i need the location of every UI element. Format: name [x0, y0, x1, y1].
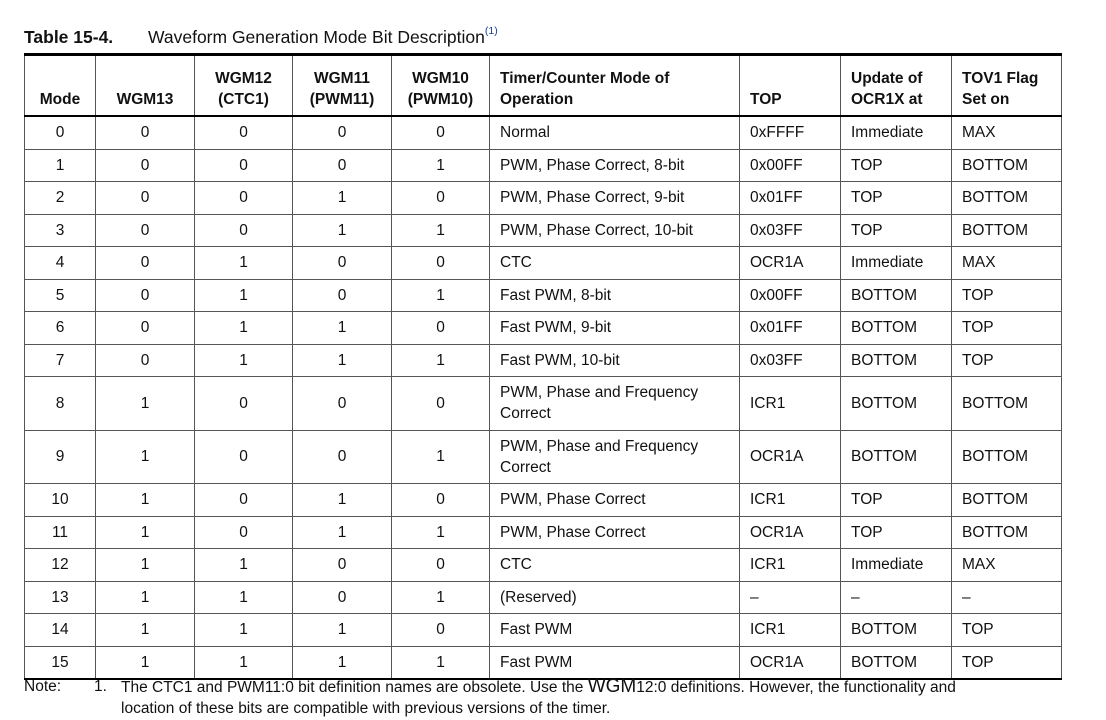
table-row — [25, 549, 1062, 582]
cell-wgm12: 1 — [195, 646, 293, 679]
cell-mode: 1 — [25, 149, 96, 182]
cell-top: 0x03FF — [740, 344, 841, 377]
cell-wgm11: 1 — [293, 182, 392, 215]
table-row — [25, 116, 1062, 149]
cell-wgm10: 0 — [392, 549, 490, 582]
cell-mode: 14 — [25, 614, 96, 647]
cell-mode: 6 — [25, 312, 96, 345]
cell-wgm12: 0 — [195, 484, 293, 517]
cell-wgm10: 1 — [392, 516, 490, 549]
cell-wgm13: 0 — [96, 149, 195, 182]
cell-operation: PWM, Phase and Frequency Correct — [490, 377, 740, 431]
cell-operation: PWM, Phase Correct, 10-bit — [490, 214, 740, 247]
cell-update: – — [841, 581, 952, 614]
cell-operation: CTC — [490, 247, 740, 280]
cell-wgm13: 1 — [96, 646, 195, 679]
cell-wgm13: 1 — [96, 430, 195, 484]
cell-operation: Fast PWM, 9-bit — [490, 312, 740, 345]
cell-wgm10: 1 — [392, 344, 490, 377]
cell-tov1: BOTTOM — [952, 182, 1062, 215]
header-operation: Timer/Counter Mode of Operation — [490, 55, 740, 117]
cell-wgm11: 0 — [293, 377, 392, 431]
cell-wgm13: 0 — [96, 279, 195, 312]
cell-wgm10: 0 — [392, 614, 490, 647]
cell-wgm13: 0 — [96, 214, 195, 247]
cell-wgm11: 0 — [293, 430, 392, 484]
cell-wgm12: 1 — [195, 247, 293, 280]
cell-mode: 8 — [25, 377, 96, 431]
cell-wgm10: 1 — [392, 581, 490, 614]
cell-top: ICR1 — [740, 377, 841, 431]
cell-wgm10: 1 — [392, 279, 490, 312]
cell-update: TOP — [841, 149, 952, 182]
cell-top: ICR1 — [740, 549, 841, 582]
cell-tov1: BOTTOM — [952, 484, 1062, 517]
cell-wgm12: 0 — [195, 116, 293, 149]
cell-mode: 11 — [25, 516, 96, 549]
cell-wgm12: 1 — [195, 279, 293, 312]
cell-update: TOP — [841, 214, 952, 247]
header-wgm13: WGM13 — [96, 55, 195, 117]
cell-operation: Fast PWM — [490, 614, 740, 647]
cell-wgm13: 0 — [96, 312, 195, 345]
cell-mode: 3 — [25, 214, 96, 247]
cell-top: 0x03FF — [740, 214, 841, 247]
cell-wgm11: 0 — [293, 247, 392, 280]
cell-update: Immediate — [841, 549, 952, 582]
cell-wgm10: 0 — [392, 484, 490, 517]
table-title: Waveform Generation Mode Bit Description — [148, 27, 485, 47]
table-row — [25, 581, 1062, 614]
cell-update: Immediate — [841, 116, 952, 149]
cell-wgm10: 0 — [392, 312, 490, 345]
header-update: Update of OCR1X at — [841, 55, 952, 117]
cell-update: BOTTOM — [841, 344, 952, 377]
cell-wgm10: 1 — [392, 430, 490, 484]
cell-mode: 2 — [25, 182, 96, 215]
cell-top: 0x00FF — [740, 279, 841, 312]
cell-wgm12: 0 — [195, 149, 293, 182]
waveform-mode-table — [24, 53, 1062, 680]
table-row — [25, 646, 1062, 679]
cell-top: OCR1A — [740, 646, 841, 679]
cell-wgm11: 0 — [293, 149, 392, 182]
cell-wgm12: 0 — [195, 516, 293, 549]
cell-update: BOTTOM — [841, 312, 952, 345]
cell-top: ICR1 — [740, 614, 841, 647]
cell-top: ICR1 — [740, 484, 841, 517]
note-text: The CTC1 and PWM11:0 bit definition names are obsolete. Use the WGM12:0 definitions. However, the functionality and location of these bits are compatible with previous versions of the timer. — [121, 676, 956, 717]
cell-update: BOTTOM — [841, 614, 952, 647]
table-row — [25, 614, 1062, 647]
cell-mode: 7 — [25, 344, 96, 377]
cell-wgm12: 1 — [195, 614, 293, 647]
cell-wgm11: 1 — [293, 344, 392, 377]
note-label: Note: — [24, 678, 62, 695]
cell-tov1: MAX — [952, 247, 1062, 280]
cell-operation: PWM, Phase Correct — [490, 484, 740, 517]
cell-wgm12: 1 — [195, 549, 293, 582]
cell-tov1: TOP — [952, 312, 1062, 345]
cell-wgm13: 1 — [96, 614, 195, 647]
cell-wgm10: 1 — [392, 149, 490, 182]
cell-operation: Fast PWM, 10-bit — [490, 344, 740, 377]
cell-update: Immediate — [841, 247, 952, 280]
cell-tov1: BOTTOM — [952, 516, 1062, 549]
cell-operation: CTC — [490, 549, 740, 582]
table-row — [25, 344, 1062, 377]
cell-operation: PWM, Phase Correct, 9-bit — [490, 182, 740, 215]
table-row — [25, 516, 1062, 549]
cell-wgm12: 0 — [195, 182, 293, 215]
cell-top: 0xFFFF — [740, 116, 841, 149]
cell-update: BOTTOM — [841, 646, 952, 679]
table-row — [25, 279, 1062, 312]
cell-tov1: – — [952, 581, 1062, 614]
table-body — [25, 116, 1062, 679]
cell-mode: 10 — [25, 484, 96, 517]
cell-mode: 4 — [25, 247, 96, 280]
cell-top: 0x01FF — [740, 182, 841, 215]
cell-wgm13: 1 — [96, 377, 195, 431]
table-row — [25, 377, 1062, 431]
cell-operation: PWM, Phase Correct — [490, 516, 740, 549]
cell-mode: 9 — [25, 430, 96, 484]
cell-wgm13: 0 — [96, 344, 195, 377]
table-row — [25, 149, 1062, 182]
cell-wgm10: 0 — [392, 116, 490, 149]
cell-operation: PWM, Phase Correct, 8-bit — [490, 149, 740, 182]
cell-wgm11: 1 — [293, 214, 392, 247]
cell-wgm13: 1 — [96, 581, 195, 614]
cell-mode: 15 — [25, 646, 96, 679]
cell-wgm13: 0 — [96, 182, 195, 215]
cell-wgm13: 1 — [96, 549, 195, 582]
cell-operation: PWM, Phase and Frequency Correct — [490, 430, 740, 484]
cell-wgm10: 0 — [392, 377, 490, 431]
cell-wgm11: 0 — [293, 549, 392, 582]
cell-update: BOTTOM — [841, 279, 952, 312]
cell-operation: (Reserved) — [490, 581, 740, 614]
cell-update: BOTTOM — [841, 377, 952, 431]
cell-wgm10: 1 — [392, 646, 490, 679]
cell-operation: Fast PWM — [490, 646, 740, 679]
cell-wgm11: 1 — [293, 516, 392, 549]
cell-mode: 5 — [25, 279, 96, 312]
cell-wgm12: 1 — [195, 344, 293, 377]
table-row — [25, 247, 1062, 280]
cell-wgm13: 0 — [96, 247, 195, 280]
note-number: 1. — [94, 678, 107, 695]
header-wgm10: WGM10 (PWM10) — [392, 55, 490, 117]
header-top: TOP — [740, 55, 841, 117]
cell-top: OCR1A — [740, 430, 841, 484]
cell-wgm13: 1 — [96, 484, 195, 517]
cell-wgm10: 1 — [392, 214, 490, 247]
cell-wgm13: 0 — [96, 116, 195, 149]
cell-wgm11: 0 — [293, 581, 392, 614]
cell-wgm10: 0 — [392, 182, 490, 215]
cell-update: BOTTOM — [841, 430, 952, 484]
cell-tov1: TOP — [952, 279, 1062, 312]
cell-update: TOP — [841, 182, 952, 215]
cell-wgm11: 0 — [293, 279, 392, 312]
cell-tov1: TOP — [952, 614, 1062, 647]
cell-wgm12: 0 — [195, 430, 293, 484]
table-row — [25, 312, 1062, 345]
cell-wgm11: 0 — [293, 116, 392, 149]
cell-tov1: TOP — [952, 344, 1062, 377]
header-wgm12: WGM12 (CTC1) — [195, 55, 293, 117]
cell-wgm11: 1 — [293, 646, 392, 679]
table-row — [25, 484, 1062, 517]
cell-update: TOP — [841, 516, 952, 549]
cell-tov1: BOTTOM — [952, 214, 1062, 247]
cell-mode: 12 — [25, 549, 96, 582]
table-row — [25, 430, 1062, 484]
cell-operation: Fast PWM, 8-bit — [490, 279, 740, 312]
cell-wgm11: 1 — [293, 484, 392, 517]
cell-wgm11: 1 — [293, 614, 392, 647]
cell-tov1: BOTTOM — [952, 149, 1062, 182]
cell-wgm10: 0 — [392, 247, 490, 280]
cell-top: 0x00FF — [740, 149, 841, 182]
cell-wgm12: 1 — [195, 581, 293, 614]
cell-top: OCR1A — [740, 516, 841, 549]
cell-wgm13: 1 — [96, 516, 195, 549]
cell-wgm12: 0 — [195, 214, 293, 247]
cell-mode: 0 — [25, 116, 96, 149]
table-row — [25, 214, 1062, 247]
cell-top: – — [740, 581, 841, 614]
cell-update: TOP — [841, 484, 952, 517]
cell-tov1: BOTTOM — [952, 377, 1062, 431]
cell-mode: 13 — [25, 581, 96, 614]
cell-wgm12: 1 — [195, 312, 293, 345]
cell-tov1: MAX — [952, 549, 1062, 582]
table-header-row — [25, 55, 1062, 117]
cell-tov1: BOTTOM — [952, 430, 1062, 484]
table-caption — [24, 25, 498, 48]
table-row — [25, 182, 1062, 215]
header-mode: Mode — [25, 55, 96, 117]
cell-tov1: TOP — [952, 646, 1062, 679]
cell-operation: Normal — [490, 116, 740, 149]
cell-top: 0x01FF — [740, 312, 841, 345]
footnote-ref-link[interactable]: (1) — [484, 25, 498, 37]
header-tov1: TOV1 Flag Set on — [952, 55, 1062, 117]
cell-top: OCR1A — [740, 247, 841, 280]
cell-wgm11: 1 — [293, 312, 392, 345]
header-wgm11: WGM11 (PWM11) — [293, 55, 392, 117]
table-number: Table 15-4. — [24, 27, 114, 47]
cell-tov1: MAX — [952, 116, 1062, 149]
cell-wgm12: 0 — [195, 377, 293, 431]
